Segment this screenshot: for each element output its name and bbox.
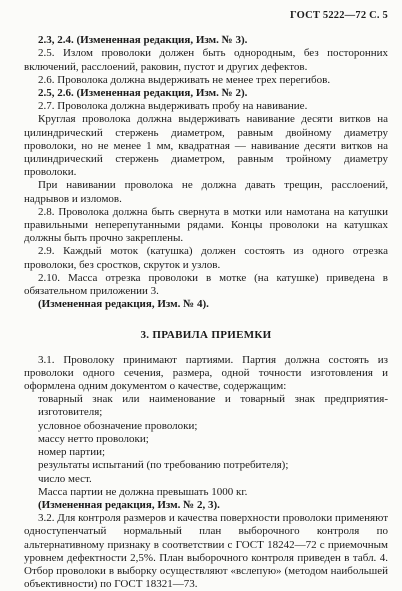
paragraph: 2.10. Масса отрезка проволоки в мотке (на катушке) приведена в обязательном приложении 3. [24, 271, 388, 298]
paragraph: Масса партии не должна превышать 1000 кг. [38, 485, 248, 498]
paragraph: При навивании проволока не должна давать трещин, расслоений, надрывов и изломов. [24, 179, 388, 205]
list-item: условное обозначение проволоки; [38, 419, 198, 432]
paragraph: 2.5, 2.6. (Измененная редакция, Изм. № 2). [38, 87, 248, 100]
paragraph: 2.8. Проволока должна быть свернута в мотки или намотана на катушки правильными неперепутанными рядами. Концы проволоки на катушках должны быть прочно закреплены. [24, 205, 388, 245]
list-item: товарный знак или наименование и товарный знак предприятия-изготовителя; [38, 393, 388, 419]
paragraph: 2.3, 2.4. (Измененная редакция, Изм. № 3). [38, 34, 248, 47]
list-item: массу нетто проволоки; [38, 432, 149, 445]
paragraph: (Измененная редакция, Изм. № 4). [38, 298, 209, 311]
paragraph: 2.5. Излом проволоки должен быть однородным, без посторонних включений, расслоений, раковин, пустот и других дефектов. [24, 47, 388, 73]
section-2-continued [24, 34, 388, 311]
paragraph: (Измененная редакция, Изм. № 2, 3). [38, 498, 220, 511]
list-item: число мест. [38, 472, 92, 485]
paragraph: 2.7. Проволока должна выдерживать пробу на навивание. [38, 100, 308, 113]
paragraph: 2.6. Проволока должна выдерживать не менее трех перегибов. [38, 73, 331, 86]
section-title: 3. ПРАВИЛА ПРИЕМКИ [140, 329, 272, 342]
list-item: результаты испытаний (по требованию потребителя); [38, 459, 289, 472]
paragraph: 3.1. Проволоку принимают партиями. Партия должна состоять из проволоки одного сечения, размера, одной точности изготовления и оформлена одним документом о качестве, содержащим: [24, 353, 388, 393]
paragraph: 3.2. Для контроля размеров и качества поверхности проволоки применяют одноступенчатый нормальный план выборочного контроля по альтернативному признаку в соответствии с ГОСТ 18242—72 с приемочным уровнем дефектности 2,5%. План выборочного контроля приведен в табл. 4. Отбор проволоки в выборку осуществляют «вслепую» (методом наибольшей объективности) по ГОСТ 18321—73. [24, 512, 388, 591]
paragraph: Круглая проволока должна выдерживать навивание десяти витков на цилиндрический стержень диаметром, равным двойному диаметру проволоки, но не менее 1 мм, квадратная — навивание десяти витков на цилиндрический стержень диаметром, равным тройному диаметру проволоки. [24, 113, 388, 179]
list-item: номер партии; [38, 446, 106, 459]
section-3 [24, 354, 388, 591]
paragraph: 2.9. Каждый моток (катушка) должен состоять из одного отрезка проволоки, без сростков, скруток и узлов. [24, 245, 388, 271]
page-header: ГОСТ 5222—72 С. 5 [289, 10, 388, 21]
